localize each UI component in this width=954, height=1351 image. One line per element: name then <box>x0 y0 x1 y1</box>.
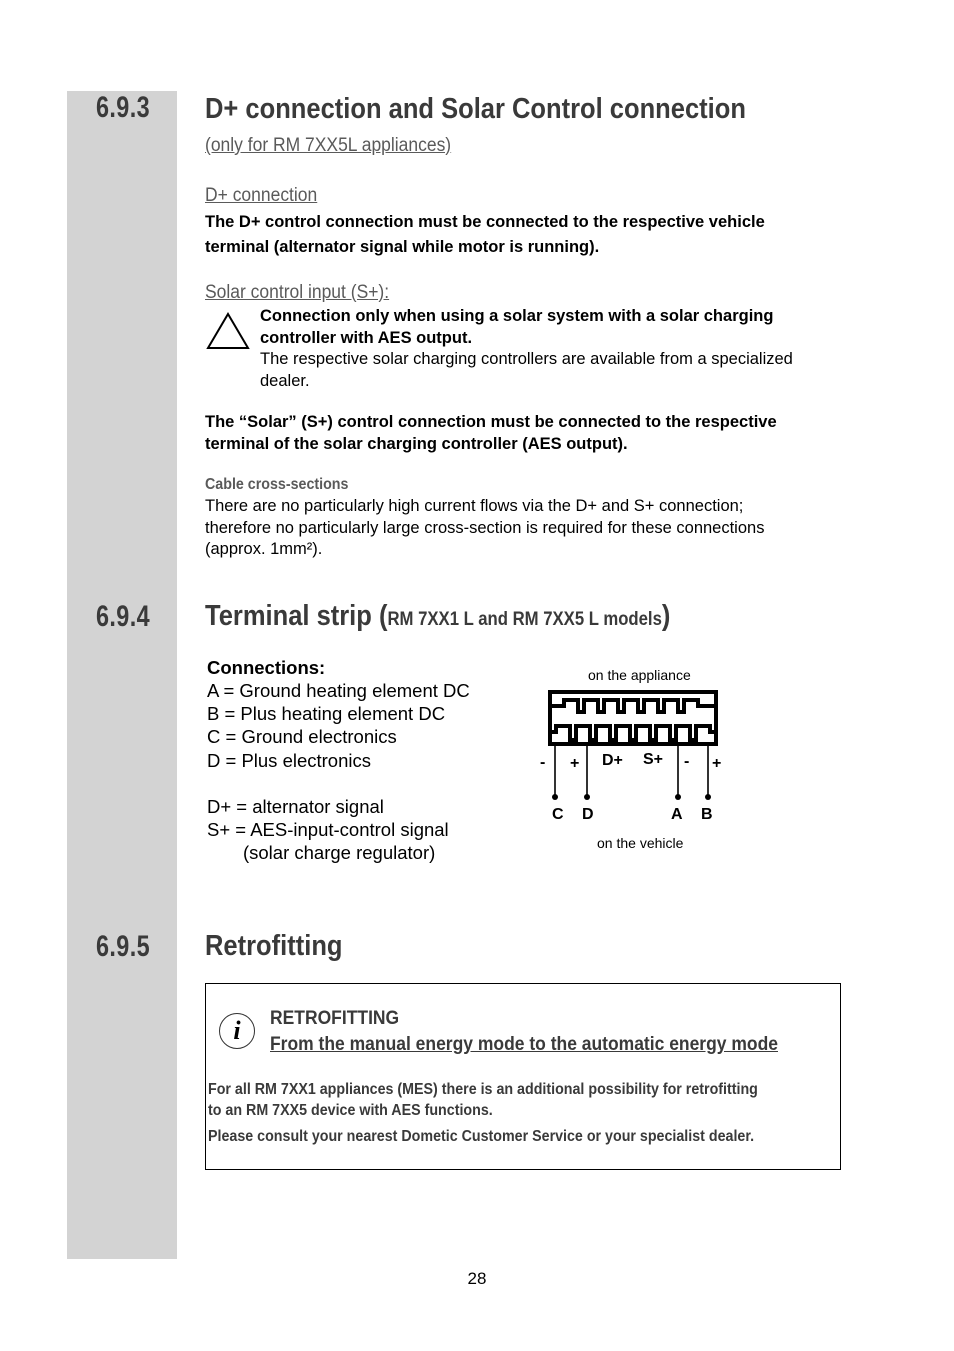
connections-list <box>207 679 470 865</box>
info-paragraph-line: For all RM 7XX1 appliances (MES) there is an additional possibility for retrofitting <box>208 1081 758 1098</box>
connection-line: (solar charge regulator) <box>207 842 436 864</box>
cable-text-line: (approx. 1mm²). <box>205 540 323 558</box>
section-title-close: ) <box>661 600 671 632</box>
dplus-text <box>205 210 845 260</box>
dplus-heading: D+ connection <box>205 185 318 206</box>
pin-label-minus: - <box>540 754 546 771</box>
solar-text-line: The “Solar” (S+) control connection must be connected to the respective <box>205 413 777 431</box>
solar-warning-line: dealer. <box>260 371 310 390</box>
vehicle-label: on the vehicle <box>597 835 684 851</box>
cable-text-line: There are no particularly high current flows via the D+ and S+ connection; <box>205 497 744 515</box>
terminal-strip-diagram <box>530 660 750 860</box>
connection-line <box>207 772 470 795</box>
dplus-text-line: The D+ control connection must be connected to the respective vehicle <box>205 213 765 231</box>
section-sidebar <box>67 91 177 1259</box>
connection-line: S+ = AES-input-control signal <box>207 819 449 841</box>
solar-text-line: terminal of the solar charging controller (AES output). <box>205 434 628 453</box>
section-title-695: Retrofitting <box>205 930 343 962</box>
cable-heading: Cable cross-sections <box>205 476 349 493</box>
connections-heading: Connections: <box>207 657 326 678</box>
appliance-label: on the appliance <box>588 667 691 683</box>
solar-heading: Solar control input (S+): <box>205 282 390 303</box>
terminal-label-c: C <box>552 806 564 823</box>
solar-warning-line: controller with AES output. <box>260 328 473 347</box>
info-title: RETROFITTING <box>270 1008 400 1029</box>
section-title-693: D+ connection and Solar Control connection <box>205 93 746 125</box>
solar-text <box>205 412 845 455</box>
pin-label-minus-2: - <box>684 753 690 770</box>
terminal-label-d: D <box>582 806 594 823</box>
info-paragraph-line: to an RM 7XX5 device with AES functions. <box>208 1102 493 1119</box>
connection-line: A = Ground heating element DC <box>207 680 470 701</box>
cable-text-line: therefore no particularly large cross-section is required for these connections <box>205 518 765 537</box>
info-paragraph-2: Please consult your nearest Dometic Customer Service or your specialist dealer. <box>208 1128 755 1145</box>
terminal-label-a: A <box>671 806 683 823</box>
pin-label-plus-2: + <box>712 755 722 772</box>
pin-label-plus: + <box>570 755 580 772</box>
section-title-694 <box>205 600 670 633</box>
section-title-models: RM 7XX1 L and RM 7XX5 L models <box>387 609 662 630</box>
connection-line: B = Plus heating element DC <box>207 703 446 725</box>
info-subtitle: From the manual energy mode to the automatic energy mode <box>270 1034 778 1055</box>
pin-label-dplus: D+ <box>602 752 623 769</box>
solar-warning <box>260 306 860 392</box>
section-number-693: 6.9.3 <box>96 91 151 124</box>
connection-line: C = Ground electronics <box>207 726 397 748</box>
section-number-694: 6.9.4 <box>96 600 151 633</box>
page-number: 28 <box>467 1269 487 1288</box>
info-icon: i <box>219 1013 255 1049</box>
solar-warning-line: Connection only when using a solar system with a solar charging <box>260 307 774 325</box>
section-title-main: Terminal strip ( <box>205 600 388 632</box>
retrofit-info-box <box>205 983 841 1170</box>
cable-text <box>205 496 845 561</box>
connection-line: D = Plus electronics <box>207 749 371 771</box>
terminal-label-b: B <box>701 806 713 823</box>
info-paragraph-1 <box>208 1079 834 1121</box>
section-number-695: 6.9.5 <box>96 930 151 963</box>
solar-warning-line: The respective solar charging controllers are available from a specialized <box>260 350 793 368</box>
pin-label-splus: S+ <box>643 751 664 768</box>
dplus-text-line: terminal (alternator signal while motor is running). <box>205 238 600 256</box>
connection-line: D+ = alternator signal <box>207 795 384 817</box>
section-subtitle-693: (only for RM 7XX5L appliances) <box>205 135 452 156</box>
warning-triangle-icon <box>206 312 250 350</box>
